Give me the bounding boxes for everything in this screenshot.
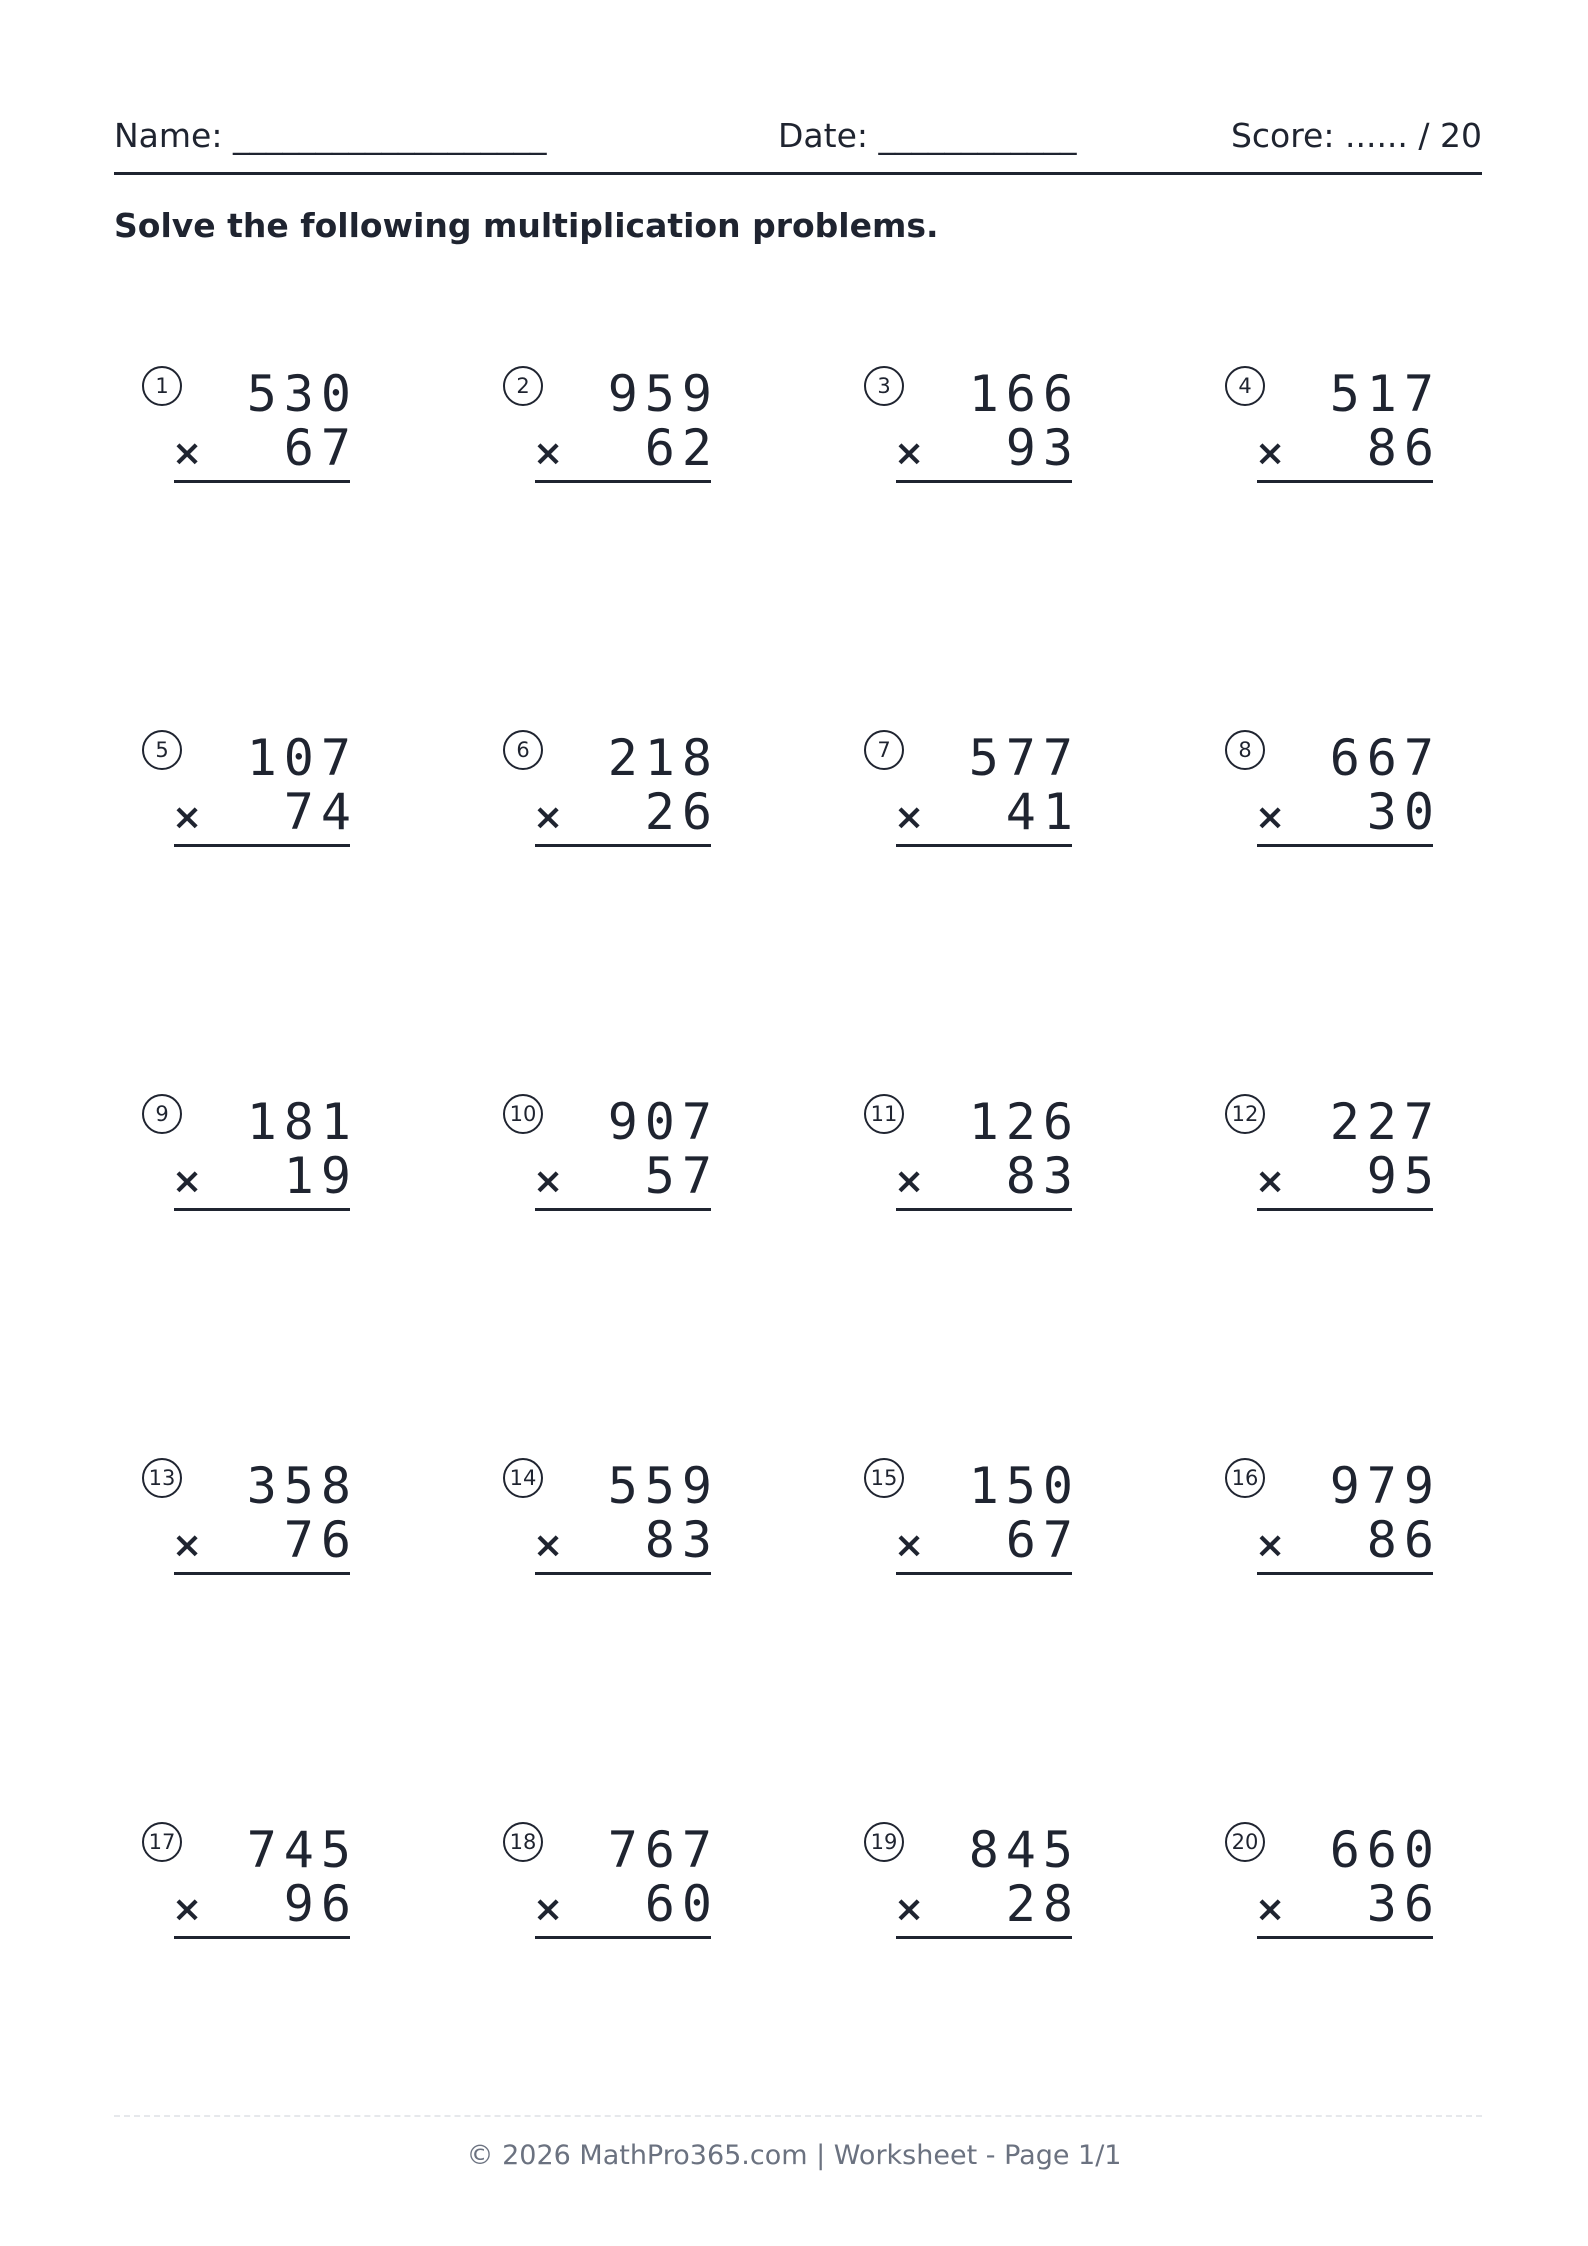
problem-number: 3 [864,366,904,406]
answer-line[interactable] [896,1572,1072,1575]
problem-number: 8 [1225,730,1265,770]
multiplier: 95 [1366,1147,1441,1205]
multiplicand: 979 [1329,1457,1441,1515]
multiplier: 26 [644,783,719,841]
problem-6 [489,730,719,870]
answer-line[interactable] [896,480,1072,483]
problem-number: 5 [142,730,182,770]
multiply-sign: × [894,1525,925,1566]
multiplicand: 559 [607,1457,719,1515]
problem-18 [489,1822,719,1962]
multiplicand: 107 [246,729,358,787]
problem-16 [1211,1458,1441,1598]
problem-number: 6 [503,730,543,770]
multiply-sign: × [1255,1161,1286,1202]
problem-number: 14 [503,1458,543,1498]
problem-number: 18 [503,1822,543,1862]
problem-11 [850,1094,1080,1234]
answer-line[interactable] [174,1572,350,1575]
multiplier: 93 [1005,419,1080,477]
multiplicand: 845 [968,1821,1080,1879]
multiply-sign: × [894,797,925,838]
problem-8 [1211,730,1441,870]
problem-12 [1211,1094,1441,1234]
multiplicand: 745 [246,1821,358,1879]
multiplicand: 530 [246,365,358,423]
multiply-sign: × [533,1525,564,1566]
multiplicand: 667 [1329,729,1441,787]
problem-number: 7 [864,730,904,770]
multiply-sign: × [1255,433,1286,474]
multiply-sign: × [172,1525,203,1566]
problem-number: 16 [1225,1458,1265,1498]
answer-line[interactable] [174,480,350,483]
multiplicand: 358 [246,1457,358,1515]
multiplicand: 227 [1329,1093,1441,1151]
problem-number: 17 [142,1822,182,1862]
answer-line[interactable] [535,480,711,483]
answer-line[interactable] [1257,1936,1433,1939]
problem-20 [1211,1822,1441,1962]
multiply-sign: × [172,433,203,474]
multiplier: 28 [1005,1875,1080,1933]
answer-line[interactable] [535,1936,711,1939]
multiplier: 74 [283,783,358,841]
multiply-sign: × [172,797,203,838]
answer-line[interactable] [174,1936,350,1939]
multiply-sign: × [894,1889,925,1930]
multiply-sign: × [1255,1889,1286,1930]
multiplicand: 907 [607,1093,719,1151]
multiply-sign: × [533,797,564,838]
multiplier: 36 [1366,1875,1441,1933]
multiplicand: 660 [1329,1821,1441,1879]
multiplicand: 150 [968,1457,1080,1515]
multiply-sign: × [533,1889,564,1930]
multiply-sign: × [1255,1525,1286,1566]
problem-2 [489,366,719,506]
problem-number: 4 [1225,366,1265,406]
problem-number: 9 [142,1094,182,1134]
multiplier: 86 [1366,419,1441,477]
multiplier: 41 [1005,783,1080,841]
footer: © 2026 MathPro365.com | Worksheet - Page 1/1 [466,2140,1122,2171]
answer-line[interactable] [535,844,711,847]
multiply-sign: × [1255,797,1286,838]
problem-1 [128,366,358,506]
problem-13 [128,1458,358,1598]
multiply-sign: × [894,433,925,474]
problem-number: 11 [864,1094,904,1134]
answer-line[interactable] [1257,1572,1433,1575]
problem-10 [489,1094,719,1234]
problem-number: 2 [503,366,543,406]
multiplicand: 166 [968,365,1080,423]
answer-line[interactable] [535,1572,711,1575]
problem-number: 15 [864,1458,904,1498]
problem-9 [128,1094,358,1234]
answer-line[interactable] [1257,1208,1433,1211]
answer-line[interactable] [1257,480,1433,483]
multiply-sign: × [533,433,564,474]
multiplier: 60 [644,1875,719,1933]
answer-line[interactable] [535,1208,711,1211]
answer-line[interactable] [896,844,1072,847]
multiplier: 76 [283,1511,358,1569]
problem-number: 10 [503,1094,543,1134]
problem-15 [850,1458,1080,1598]
multiplier: 19 [283,1147,358,1205]
name-field[interactable]: Name: ___________________ [114,116,547,155]
problem-number: 12 [1225,1094,1265,1134]
multiplier: 57 [644,1147,719,1205]
multiplicand: 517 [1329,365,1441,423]
problem-3 [850,366,1080,506]
multiplicand: 577 [968,729,1080,787]
instructions: Solve the following multiplication problems. [114,206,939,245]
multiplicand: 181 [246,1093,358,1151]
footer-divider [114,2115,1482,2117]
problem-7 [850,730,1080,870]
multiplier: 62 [644,419,719,477]
multiplier: 86 [1366,1511,1441,1569]
multiply-sign: × [172,1161,203,1202]
multiplier: 83 [644,1511,719,1569]
answer-line[interactable] [896,1936,1072,1939]
multiplicand: 767 [607,1821,719,1879]
problem-number: 19 [864,1822,904,1862]
multiplier: 67 [283,419,358,477]
problem-19 [850,1822,1080,1962]
answer-line[interactable] [174,844,350,847]
problem-14 [489,1458,719,1598]
problem-17 [128,1822,358,1962]
multiplier: 67 [1005,1511,1080,1569]
problem-5 [128,730,358,870]
score-field: Score: ...... / 20 [1230,116,1482,155]
multiply-sign: × [172,1889,203,1930]
answer-line[interactable] [174,1208,350,1211]
multiplier: 30 [1366,783,1441,841]
multiply-sign: × [533,1161,564,1202]
problem-number: 13 [142,1458,182,1498]
multiplier: 83 [1005,1147,1080,1205]
multiplicand: 218 [607,729,719,787]
multiply-sign: × [894,1161,925,1202]
answer-line[interactable] [1257,844,1433,847]
multiplier: 96 [283,1875,358,1933]
multiplicand: 959 [607,365,719,423]
multiplicand: 126 [968,1093,1080,1151]
problem-number: 1 [142,366,182,406]
problem-4 [1211,366,1441,506]
problem-number: 20 [1225,1822,1265,1862]
date-field[interactable]: Date: ____________ [778,116,1077,155]
answer-line[interactable] [896,1208,1072,1211]
